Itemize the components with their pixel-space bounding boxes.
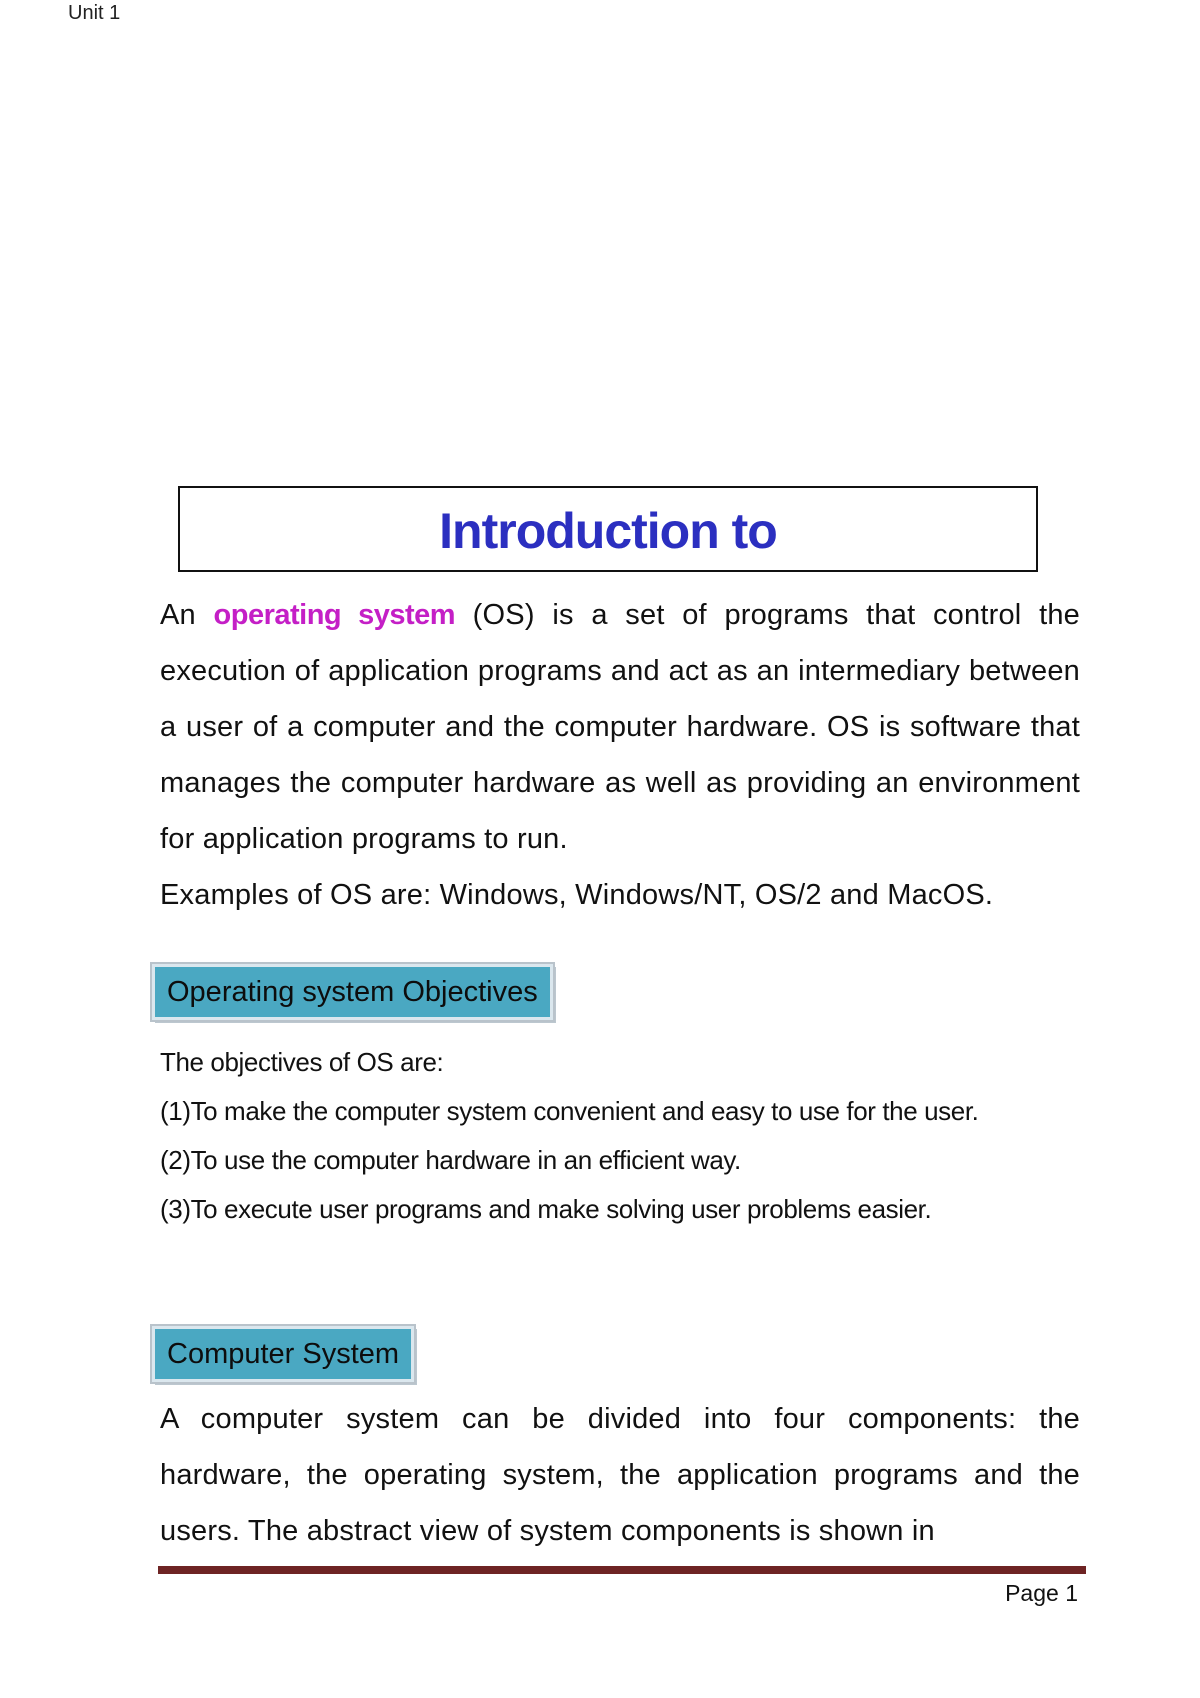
computer-system-paragraph: A computer system can be divided into four components: the hardware, the operating system, the application programs and the users. The abstract view of system components is shown in	[160, 1403, 1080, 1547]
intro-rest: (OS) is a set of programs that control the execution of application programs and act as an intermediary between a user of a computer and the computer hardware. OS is software that manages the computer hardware as well as providing an environment for application programs to run.	[160, 599, 1080, 855]
objective-item: (2)To use the computer hardware in an efficient way.	[160, 1145, 741, 1175]
objectives-lead: The objectives of OS are:	[160, 1047, 444, 1077]
operating-system-keyword: operating system	[213, 599, 456, 631]
header-unit-label: Unit 1	[68, 2, 121, 24]
intro-prefix: An	[160, 599, 214, 631]
intro-text	[160, 587, 1080, 867]
intro-paragraph	[160, 587, 1080, 923]
objectives-heading: Operating system Objectives	[152, 964, 553, 1020]
page-number: Page 1	[1005, 1580, 1078, 1606]
page-title: Introduction to	[439, 503, 777, 559]
objectives-list	[160, 1038, 1100, 1234]
intro-examples: Examples of OS are: Windows, Windows/NT, OS/2 and MacOS.	[160, 879, 994, 911]
computer-system-heading: Computer System	[152, 1326, 414, 1382]
objective-item: (1)To make the computer system convenient and easy to use for the user.	[160, 1096, 979, 1126]
footer-rule	[158, 1566, 1086, 1574]
objective-item: (3)To execute user programs and make solving user problems easier.	[160, 1194, 932, 1224]
title-box	[178, 486, 1038, 572]
